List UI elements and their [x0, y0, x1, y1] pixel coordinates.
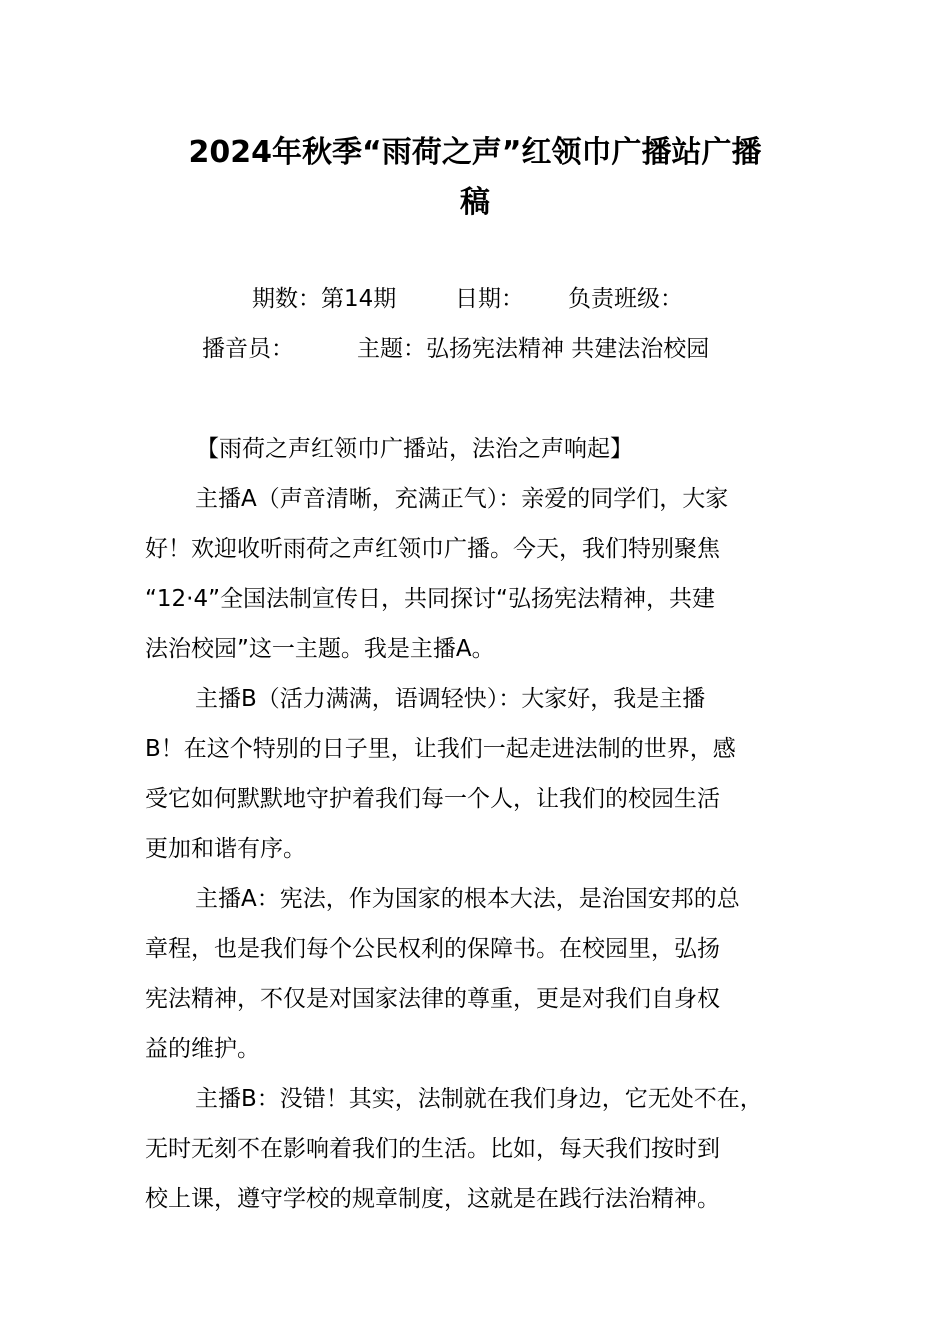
paragraph-line: 章程，也是我们每个公民权利的保障书。在校园里，弘扬 — [145, 936, 720, 962]
paragraph-line: 主播B：没错！其实，法制就在我们身边，它无处不在， — [195, 1086, 763, 1112]
title-line-2: 稿 — [460, 185, 490, 220]
paragraph-line: 校上课，遵守学校的规章制度，这就是在践行法治精神。 — [145, 1186, 720, 1212]
paragraph-line: 受它如何默默地守护着我们每一个人，让我们的校园生活 — [145, 786, 720, 812]
meta-theme: 主题：弘扬宪法精神 共建法治校园 — [357, 336, 710, 362]
paragraph-line: 更加和谐有序。 — [145, 836, 306, 862]
paragraph-line: 好！欢迎收听雨荷之声红领巾广播。今天，我们特别聚焦 — [145, 536, 720, 562]
paragraph-line: B！在这个特别的日子里，让我们一起走进法制的世界，感 — [145, 736, 736, 762]
paragraph-line: 主播B（活力满满，语调轻快）：大家好，我是主播 — [195, 686, 706, 712]
section-heading: 【雨荷之声红领巾广播站，法治之声响起】 — [196, 436, 633, 462]
paragraph-line: 益的维护。 — [145, 1036, 260, 1062]
title-line-1: 2024年秋季“雨荷之声”红领巾广播站广播 — [188, 135, 762, 170]
paragraph-line: 主播A（声音清晰，充满正气）：亲爱的同学们，大家 — [195, 486, 729, 512]
paragraph-line: 法治校园”这一主题。我是主播A。 — [145, 636, 495, 662]
meta-issue: 期数：第14期 — [252, 286, 397, 312]
paragraph-line: 宪法精神，不仅是对国家法律的尊重，更是对我们自身权 — [145, 986, 720, 1012]
document-title — [145, 128, 805, 228]
meta-class: 负责班级： — [568, 286, 683, 312]
paragraph-line: 主播A：宪法，作为国家的根本大法，是治国安邦的总 — [195, 886, 740, 912]
paragraph-line: 无时无刻不在影响着我们的生活。比如，每天我们按时到 — [145, 1136, 720, 1162]
paragraph-line: “12·4”全国法制宣传日，共同探讨“弘扬宪法精神，共建 — [145, 586, 715, 612]
meta-date: 日期： — [455, 286, 524, 312]
meta-announcer: 播音员： — [202, 336, 294, 362]
